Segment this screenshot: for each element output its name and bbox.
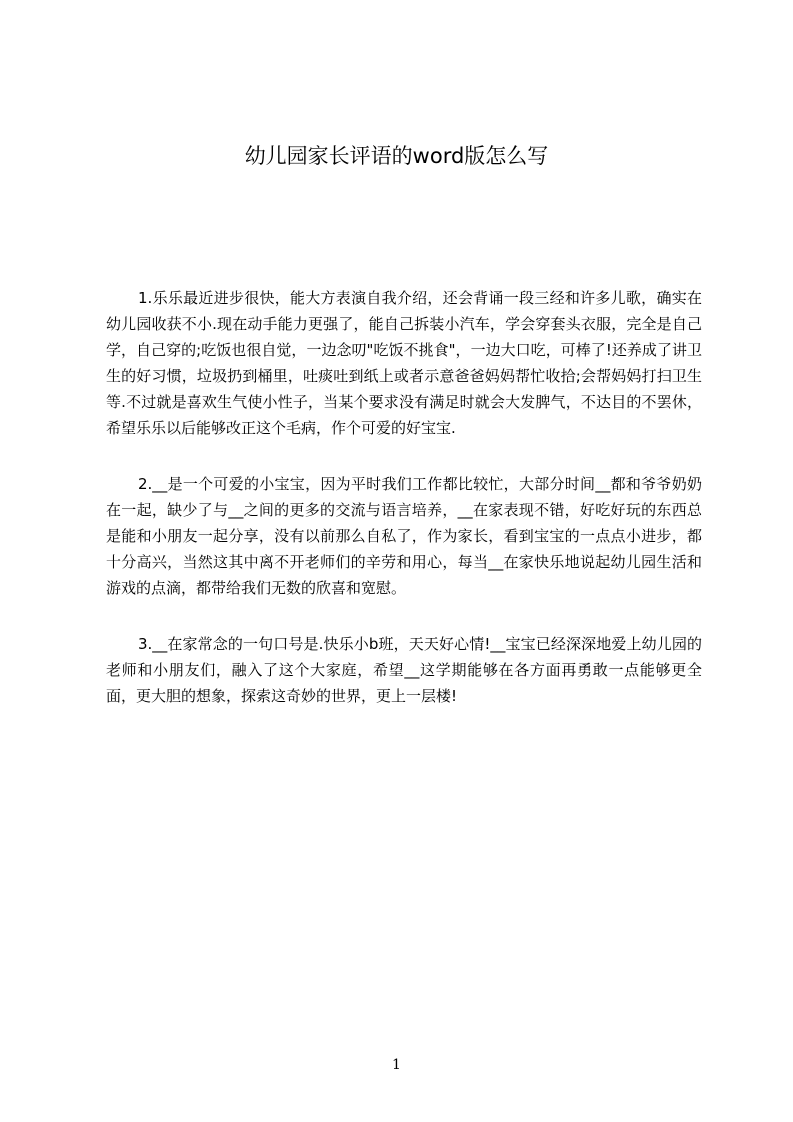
- paragraph-1: 1.乐乐最近进步很快，能大方表演自我介绍，还会背诵一段三经和许多儿歌，确实在幼儿园收获不小.现在动手能力更强了，能自己拆装小汽车，学会穿套头衣服，完全是自己学，自己穿的;吃饭也很自觉，一边念叨"吃饭不挑食"，一边大口吃，可棒了!还养成了讲卫生的好习惯，垃圾扔到桶里，吐痰吐到纸上或者示意爸爸妈妈帮忙收拾;会帮妈妈打扫卫生等.不过就是喜欢生气使小性子，当某个要求没有满足时就会大发脾气，不达目的不罢休，希望乐乐以后能够改正这个毛病，作个可爱的好宝宝.: [106, 289, 702, 437]
- document-title: 幼儿园家长评语的word版怎么写: [244, 144, 549, 168]
- document-body: [106, 285, 702, 739]
- page-number: 1: [392, 1057, 401, 1073]
- paragraph-3: 3.__在家常念的一句口号是.快乐小b班，天天好心情!__宝宝已经深深地爱上幼儿园的老师和小朋友们，融入了这个大家庭，希望__这学期能够在各方面再勇敢一点能够更全面，更大胆的想象，探索这奇妙的世界，更上一层楼!: [106, 635, 702, 705]
- paragraph-2: 2.__是一个可爱的小宝宝，因为平时我们工作都比较忙，大部分时间__都和爷爷奶奶在一起，缺少了与__之间的更多的交流与语言培养，__在家表现不错，好吃好玩的东西总是能和小朋友一起分享，没有以前那么自私了，作为家长，看到宝宝的一点点小进步，都十分高兴，当然这其中离不开老师们的辛劳和用心，每当__在家快乐地说起幼儿园生活和游戏的点滴，都带给我们无数的欣喜和宽慰。: [106, 475, 702, 597]
